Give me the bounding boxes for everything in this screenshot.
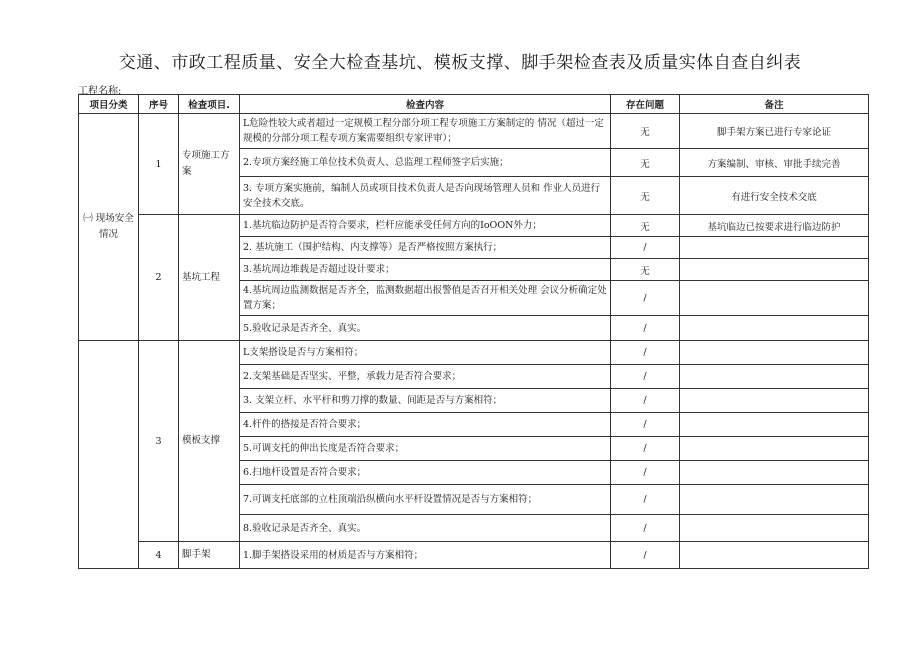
group-item: 脚手架	[179, 542, 240, 569]
group-number: 4	[139, 542, 179, 569]
group-item: 专项施工方案	[179, 114, 240, 215]
problem-cell: /	[611, 365, 680, 389]
problem-cell: /	[611, 281, 680, 316]
header-content: 检查内容	[240, 95, 611, 114]
header-problem: 存在问题	[611, 95, 680, 114]
problem-cell: /	[611, 341, 680, 365]
category-cell: ㈠ 现场安全 情况	[79, 114, 139, 341]
check-content: 2. 基坑施工（围护结构、内支撑等）是否严格按照方案执行；	[240, 237, 611, 259]
problem-cell: 无	[611, 177, 680, 215]
note-cell	[680, 515, 869, 542]
note-cell	[680, 461, 869, 485]
table-row	[79, 542, 869, 569]
group-number: 1	[139, 114, 179, 215]
table-row	[79, 215, 869, 237]
note-cell: 脚手架方案已进行专家论证	[680, 114, 869, 149]
note-cell	[680, 341, 869, 365]
note-cell	[680, 365, 869, 389]
note-cell	[680, 259, 869, 281]
note-cell	[680, 281, 869, 316]
check-content: 4.杆件的搭接是否符合要求；	[240, 413, 611, 437]
group-number: 3	[139, 341, 179, 542]
group-number: 2	[139, 215, 179, 341]
check-content: L危险性较大或者超过一定规模工程分部分项工程专项施工方案制定的 情况（超过一定规模的分部分项工程专项方案需要组织专家评审）；	[240, 114, 611, 149]
header-item: 检查项目.	[179, 95, 240, 114]
problem-cell: 无	[611, 259, 680, 281]
check-content: 3.基坑周边堆载是否超过设计要求；	[240, 259, 611, 281]
note-cell	[680, 237, 869, 259]
problem-cell: /	[611, 515, 680, 542]
project-name-label: 工程名称:	[78, 86, 122, 97]
check-content: 4.基坑周边监测数据是否齐全，监测数据超出报警值是否召开相关处理 会议分析确定处置方案；	[240, 281, 611, 316]
header-number: 序号	[139, 95, 179, 114]
note-cell: 方案编制、审核、审批手续完善	[680, 149, 869, 177]
problem-cell: /	[611, 461, 680, 485]
problem-cell: /	[611, 485, 680, 515]
problem-cell: /	[611, 542, 680, 569]
check-content: 1.脚手架搭设采用的材质是否与方案相符；	[240, 542, 611, 569]
note-cell	[680, 437, 869, 461]
problem-cell: 无	[611, 215, 680, 237]
check-content: L支架搭设是否与方案相符；	[240, 341, 611, 365]
note-cell	[680, 413, 869, 437]
check-content: 2.支架基础是否坚实、平整，承载力是否符合要求；	[240, 365, 611, 389]
document-title: 交通、市政工程质量、安全大检查基坑、模板支撑、脚手架检查表及质量实体自查自纠表	[118, 53, 802, 73]
problem-cell: /	[611, 437, 680, 461]
note-cell	[680, 542, 869, 569]
problem-cell: /	[611, 316, 680, 341]
problem-cell: /	[611, 413, 680, 437]
check-content: 1.基坑临边防护是否符合要求，栏杆应能承受任何方向的IoOON外力；	[240, 215, 611, 237]
inspection-table	[78, 94, 869, 569]
note-cell: 有进行安全技术交底	[680, 177, 869, 215]
header-category: 项目分类	[79, 95, 139, 114]
note-cell	[680, 316, 869, 341]
category-cell-continued	[79, 341, 139, 569]
check-content: 3. 专项方案实施前，编制人员或项目技术负责人是否向现场管理人员和 作业人员进行安全技术交底。	[240, 177, 611, 215]
problem-cell: /	[611, 389, 680, 413]
check-content: 3. 支架立杆、水平杆和剪刀撑的数量、间距是否与方案相符；	[240, 389, 611, 413]
check-content: 8.验收记录是否齐全、真实。	[240, 515, 611, 542]
problem-cell: 无	[611, 114, 680, 149]
check-content: 7.可调支托底部的立柱顶端沿纵横向水平杆设置情况是否与方案相符；	[240, 485, 611, 515]
note-cell: 基坑临边已按要求进行临边防护	[680, 215, 869, 237]
check-content: 6.扫地杆设置是否符合要求；	[240, 461, 611, 485]
problem-cell: 无	[611, 149, 680, 177]
check-content: 2.专项方案经施工单位技术负责人、总监理工程师签字后实施；	[240, 149, 611, 177]
table-row	[79, 341, 869, 365]
header-note: 备注	[680, 95, 869, 114]
note-cell	[680, 485, 869, 515]
table-row	[79, 114, 869, 149]
group-item: 模板支撑	[179, 341, 240, 542]
note-cell	[680, 389, 869, 413]
check-content: 5.可调支托的伸出长度是否符合要求；	[240, 437, 611, 461]
check-content: 5.验收记录是否齐全、真实。	[240, 316, 611, 341]
problem-cell: /	[611, 237, 680, 259]
group-item: 基坑工程	[179, 215, 240, 341]
table-header-row	[79, 95, 869, 114]
